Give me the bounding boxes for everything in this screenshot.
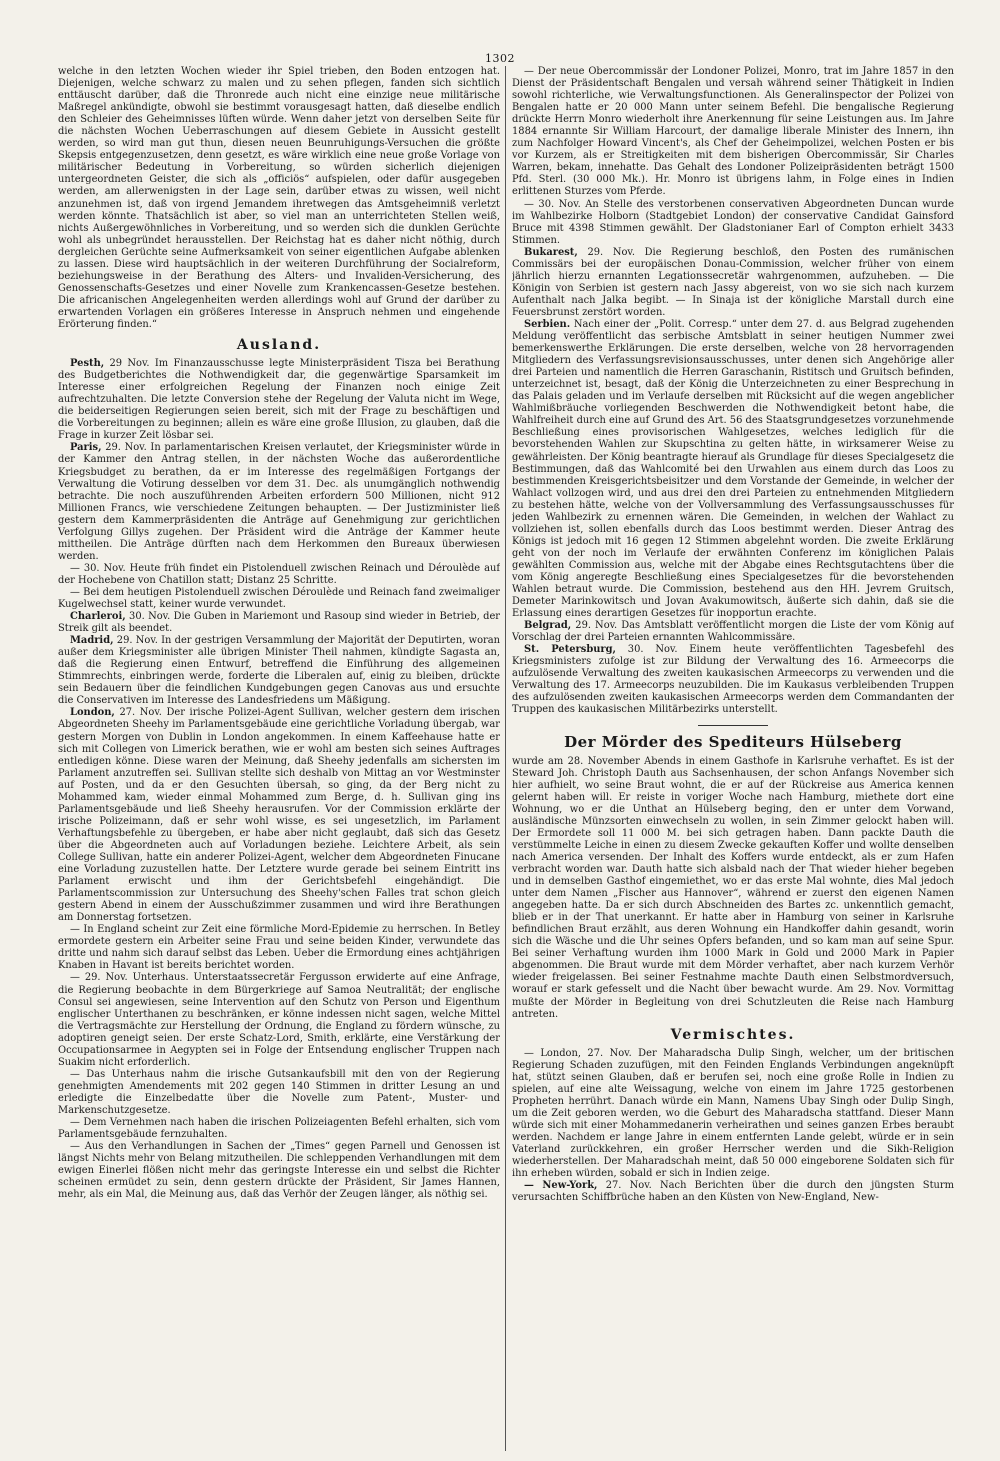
article-paragraph [58, 972, 500, 1068]
article-text: — 30. Nov. An Stelle des verstorbenen conservativen Abgeordneten Duncan wurde im Wahlbezirke Holborn (Stadtgebiet London) der conservative Candidat Gainsford Bruce mit 4398 Stimmen gewählt. Der Gladstonianer Earl of Compton erhielt 3433 Stimmen. [512, 198, 954, 246]
article-paragraph [58, 1117, 500, 1141]
article-text: — Bei dem heutigen Pistolenduell zwischen Déroulède und Reinach fand zweimaliger Kugelwechsel statt, keiner wurde verwundet. [58, 586, 500, 611]
article-paragraph [58, 611, 500, 635]
article-dateline: St. Petersburg, [524, 644, 616, 656]
article-paragraph [512, 319, 954, 620]
left-column [58, 66, 500, 1451]
article-text: 27. Nov. Der irische Polizei-Agent Sullivan, welcher gestern dem irischen Abgeordneten Sheehy im Parlamentsgebäude eine gerichtliche Vorladung übergab, war gestern Morgen von Dublin in London angekommen. In einem Kaffeehause hatte er sich mit Collegen von Limerick berathen, wie er wohl am besten sich seines Auftrages entledigen könne. Diese waren der Meinung, daß Sheehy jedenfalls am sichersten im Parlament anzutreffen sei. Sullivan stellte sich deshalb von Mittag an vor Westminster auf Posten, und da er den Gesuchten übersah, so ging, da der Berg nicht zu Mohammed kam, wieder einmal Mohammed zum Berge, d. h. Sullivan ging ins Parlamentsgebäude und ließ Sheehy herausrufen. Vor der Commission erklärte der irische Polizeimann, daß er sehr wohl wisse, es sei ungesetzlich, im Parlament Verhaftungsbefehle zu übergeben, er habe aber nicht geglaubt, daß sich das Gesetz über die Abgeordneten auch auf Vorladungen beziehe. Leichtere Arbeit, als sein College Sullivan, hatte ein anderer Polizei-Agent, welcher dem Abgeordneten Finucane eine Vorladung zuzustellen hatte. Der Letztere wurde gerade bei seinem Eintritt ins Parlament erwischt und ihm der Gerichtsbefehl eingehändigt. Die Parlamentscommission zur Untersuchung des Sheehy'schen Falles trat schon gleich gestern Abend in einem der Ausschußzimmer zusammen und wird ihre Berathungen am Donnerstag fortsetzen. [58, 707, 500, 924]
article-paragraph [58, 635, 500, 707]
article-paragraph [512, 199, 954, 247]
article-text: 29. Nov. In parlamentarischen Kreisen verlautet, der Kriegsminister würde in der Kammer den Antrag stellen, in der nächsten Woche das außerordentliche Kriegsbudget zu berathen, da er im Interesse des regelmäßigen Fortgangs der Verwaltung die Votirung desselben vor dem 31. Dec. als unumgänglich nothwendig betrachte. Die noch auszuführenden Arbeiten erfordern 500 Millionen, nicht 912 Millionen Francs, wie verschiedene Zeitungen behaupten. — Der Justizminister ließ gestern dem Kammerpräsidenten die Anträge auf Genehmigung zur gerichtlichen Verfolgung Gillys zugehen. Der Präsident wird die Anträge der Kammer heute mittheilen. Die Anträge dürften nach dem Herkommen den Bureaux überwiesen werden. [58, 442, 500, 562]
article-dateline: Madrid, [70, 635, 114, 647]
separator-rule [698, 725, 768, 726]
article-paragraph [58, 1069, 500, 1117]
article-text: — 30. Nov. Heute früh findet ein Pistolenduell zwischen Reinach und Déroulède auf der Hochebene von Chatillon statt; Distanz 25 Schritte. [58, 562, 500, 586]
article-dateline: — New-York, [524, 1180, 598, 1192]
article-paragraph [58, 358, 500, 442]
article-text: — Dem Vernehmen nach haben die irischen Polizeiagenten Befehl erhalten, sich vom Parlamentsgebäude fernzuhalten. [58, 1117, 500, 1141]
article-paragraph [512, 644, 954, 716]
article-paragraph [512, 620, 954, 644]
article-dateline: Belgrad, [524, 620, 572, 632]
continuation-paragraph: welche in den letzten Wochen wieder ihr Spiel trieben, den Boden entzogen hat. Diejenigen, welche schwarz zu malen und zu sehen pflegen, fanden sich sichtlich enttäuscht darüber, daß die Thronrede auch nicht eine einzige neue militärische Maßregel ankündigte, obwohl sie bestimmt vorausgesagt hatten, daß dieselbe endlich den Schleier des Geheimnisses lüften würde. Wenn daher jetzt von derselben Seite für die nächsten Wochen Ueberraschungen auf diesem Gebiete in Aussicht gestellt werden, so wird man gut thun, diesen neuen Beunruhigungs-Versuchen die größte Skepsis entgegenzusetzen, denn gesetzt, es wäre wirklich eine neue große Vorlage von militärischer Bedeutung in Vorbereitung, so würden sicherlich diejenigen untergeordneten Geister, die sich als „officiös“ aufspielen, oder dafür ausgegeben werden, am allerwenigsten in der Lage sein, darüber etwas zu wissen, weil nicht anzunehmen ist, daß von irgend Jemandem ihretwegen das Amtsgeheimniß verletzt werden könnte. Thatsächlich ist aber, so viel man an unterrichteten Stellen weiß, nichts Außergewöhnliches in Vorbereitung, und so werden sich die dunklen Gerüchte wohl als unbegründet herausstellen. Der Reichstag hat es daher nicht nöthig, durch dergleichen Gerüchte seine Aufmerksamkeit von seiner eigentlichen Aufgabe ablenken zu lassen. Diese wird hauptsächlich in der weiteren Durchführung der Socialreform, beziehungsweise in der Berathung des Alters- und Invaliden-Versicherung, des Genossenschafts-Gesetzes und einer Novelle zum Krankencassen-Gesetze bestehen. Die africanischen Angelegenheiten werden allerdings wohl auf Grund der darüber zu erwartenden Vorlagen ein größeres Interesse in Anspruch nehmen und eingehende Erörterung finden.“ [58, 66, 500, 330]
article-dateline: Charleroi, [70, 611, 126, 623]
article-text: 30. Nov. Die Guben in Mariemont und Rasoup sind wieder in Betrieb, der Streik gilt als beendet. [58, 611, 500, 635]
section-heading-murder: Der Mörder des Spediteurs Hülseberg [564, 732, 902, 751]
murder-article: wurde am 28. November Abends in einem Gasthofe in Karlsruhe verhaftet. Es ist der Steward Joh. Christoph Dauth aus Sachsenhausen, der schon Anfangs November sich hier aufhielt, wo seine Braut wohnt, die er auf der Rückreise aus America kennen gelernt haben will. Er reiste in voriger Woche nach Hamburg, miethete dort eine Wohnung, wo er die Unthat an Hülseberg beging, den er unter dem Vorwand, ausländische Münzsorten einwechseln zu wollen, in sein Zimmer gelockt haben will. Der Ermordete soll 11 000 M. bei sich getragen haben. Dann packte Dauth die verstümmelte Leiche in einen zu diesem Zwecke gekauften Koffer und wollte denselben nach America versenden. Der Inhalt des Koffers wurde entdeckt, als er zum Hafen verbracht worden war. Dauth hatte sich alsbald nach der That wieder hieher begeben und in demselben Gasthof eingemiethet, wo er das erste Mal wohnte, dies Mal jedoch unter dem Namen „Fischer aus Hannover“, während er zuerst den eigenen Namen angegeben hatte. Da er sich durch Abschneiden des Bartes zc. unkenntlich gemacht, blieb er in der That unerkannt. Er hatte aber in Hamburg von seiner in Karlsruhe befindlichen Braut erzählt, aus deren Wohnung ein Handkoffer dahin gesandt, worin sich die Wäsche und die Uhr seines Opfers befanden, und so kam man auf seine Spur. Bei seiner Verhaftung wurden ihm 1000 Mark in Gold und 2000 Mark in Papier abgenommen. Die Braut wurde mit dem Mörder verhaftet, aber nach kurzem Verhör wieder freigelassen. Bei seiner Festnahme machte Dauth einen Selbstmordversuch, worauf er stark gefesselt und die Nacht über bewacht wurde. Am 29. Nov. Vormittag mußte der Mörder in Begleitung von drei Schutzleuten die Reise nach Hamburg antreten. [512, 755, 954, 1020]
article-text: 29. Nov. In der gestrigen Versammlung der Majorität der Deputirten, woran außer dem Kriegsminister alle übrigen Minister Theil nahmen, kündigte Sagasta an, daß die Regierung einen Entwurf, betreffend die Einführung des allgemeinen Stimmrechts, einbringen werde, forderte die Liberalen auf, einig zu bleiben, drückte sein Bedauern über die feindlichen Kundgebungen gegen Canovas aus und ersuchte die Conservativen im Interesse des Landesfriedens um Mäßigung. [58, 635, 500, 707]
article-dateline: London, [70, 707, 115, 719]
article-paragraph [512, 247, 954, 319]
article-paragraph [58, 442, 500, 562]
column-divider [505, 66, 506, 1451]
article-text: — Der neue Obercommissär der Londoner Polizei, Monro, trat im Jahre 1857 in den Dienst der Präsidentschaft Bengalen und versah während seiner Thätigkeit in Indien sowohl richterliche, wie Verwaltungsfunctionen. Als Generalinspector der Polizei von Bengalen hatte er 20 000 Mann unter seinem Befehl. Die bengalische Regierung drückte Herrn Monro wiederholt ihre Anerkennung für seine Leistungen aus. Im Jahre 1884 ernannte Sir William Harcourt, der damalige liberale Minister des Innern, ihn zum Nachfolger Howard Vincent's, als Chef der Geheimpolizei, welchen Posten er bis vor Kurzem, als er Streitigkeiten mit dem bisherigen Obercommissär, Sir Charles Warren, bekam, innehatte. Das Gehalt des Londoner Polizeipräsidenten beträgt 1500 Pfd. Sterl. (30 000 Mk.). Hr. Monro ist übrigens lahm, in Folge eines in Indien erlittenen Sturzes vom Pferde. [512, 66, 954, 198]
article-paragraph [58, 924, 500, 972]
article-text: 30. Nov. Einem heute veröffentlichten Tagesbefehl des Kriegsministers zufolge ist zur Bildung der Verwaltung des 16. Armeecorps die aufzulösende Verwaltung des zweiten kaukasischen Armeecorps zu verwenden und die Verwaltung des 17. Armeecorps neuzubilden. Die im Kaukasus verbleibenden Truppen des aufzulösenden zweiten kaukasischen Armeecorps werden dem Commandanten der Truppen des kaukasischen Militärbezirks unterstellt. [512, 644, 954, 716]
article-paragraph [58, 1141, 500, 1201]
article-text: — In England scheint zur Zeit eine förmliche Mord-Epidemie zu herrschen. In Betley ermordete gestern ein Arbeiter seine Frau und seine beiden Kinder, verwundete das dritte und nahm sich darauf selbst das Leben. Ueber die Ermordung eines achtjährigen Knaben in Havant ist bereits berichtet worden. [58, 924, 500, 972]
article-dateline: Bukarest, [524, 246, 578, 258]
article-text: — Aus den Verhandlungen in Sachen der „Times“ gegen Parnell und Genossen ist längst Nichts mehr von Belang mitzutheilen. Die schleppenden Verhandlungen mit dem ewigen Einerlei flößen nicht mehr das geringste Interesse ein und selbst die Richter scheinen ermüdet zu sein, denn gestern drückte der Präsident, Sir James Hannen, mehr, als ein Mal, die Meinung aus, daß das Verhör der Zeugen länger, als nöthig sei. [58, 1141, 500, 1201]
article-text: — 29. Nov. Unterhaus. Unterstaatssecretär Fergusson erwiderte auf eine Anfrage, die Regierung beobachte in dem Bürgerkriege auf Samoa Neutralität; der englische Consul sei angewiesen, seine Intervention auf den Schutz von Person und Eigenthum englischer Unterthanen zu beschränken, er könne indessen nicht sagen, welche Mittel die Vertragsmächte zur Herstellung der Ordnung, die England zu fördern wünsche, zu adoptiren geneigt seien. Der erste Schatz-Lord, Smith, erklärte, eine Verstärkung der Occupationsarmee in Aegypten sei in Folge der Entsendung englischer Truppen nach Suakim nicht erforderlich. [58, 972, 500, 1068]
article-paragraph [58, 707, 500, 924]
article-dateline: Paris, [70, 442, 102, 454]
article-paragraph [58, 563, 500, 587]
page-number: 1302 [485, 52, 515, 65]
article-text: 27. Nov. Nach Berichten über die durch den jüngsten Sturm verursachten Schiffbrüche haben an den Küsten von New-England, New- [512, 1180, 954, 1204]
article-text: 29. Nov. Das Amtsblatt veröffentlicht morgen die Liste der vom König auf Vorschlag der drei Parteien ernannten Wahlcommissäre. [512, 620, 954, 644]
article-paragraph [512, 1048, 954, 1181]
right-column [512, 66, 954, 1451]
left-articles [58, 358, 500, 1201]
article-paragraph [512, 1180, 954, 1204]
section-heading-vermischtes: Vermischtes. [670, 1026, 796, 1043]
article-text: — London, 27. Nov. Der Maharadscha Dulip Singh, welcher, um der britischen Regierung Schaden zuzufügen, mit den Feinden Englands Verbindungen angeknüpft hat, stützt seinen Glauben, daß er berufen sei, noch eine große Rolle in Indien zu spielen, auf eine alte Weissagung, welche von einem im Jahre 1725 gestorbenen Propheten herrührt. Danach würde ein Mann, Namens Ubay Singh oder Dulip Singh, um die Zeit geboren werden, wo die Geburt des Maharadscha stattfand. Dieser Mann würde sich mit einer Mohammedanerin verheirathen und seines ganzen Erbes beraubt werden. Nachdem er lange Jahre in einem entfernten Lande gelebt, würde er in sein Vaterland zurückkehren, ein großer Herrscher werden und die Sikh-Religion wiederherstellen. Der Maharadschah meint, daß 50 000 eingeborene Soldaten sich für ihn erheben würden, sobald er sich in Indien zeige. [512, 1047, 954, 1180]
article-text: Nach einer der „Polit. Corresp.“ unter dem 27. d. aus Belgrad zugehenden Meldung veröffentlicht das serbische Amtsblatt in seiner heutigen Nummer zwei bemerkenswerthe Erklärungen. Die erste derselben, welche von 28 hervorragenden Mitgliedern des Verfassungsrevisionsausschusses, unter denen sich Angehörige aller drei Parteien und namentlich die Herren Garaschanin, Ristitsch und Gruitsch befinden, unterzeichnet ist, besagt, daß der König die Unterzeichneten zu einer Besprechung in das Palais geladen und im Verlaufe derselben mit Rücksicht auf die wegen angeblicher Wahlmißbräuche vorliegenden Beschwerden die Nothwendigkeit betont habe, die Wahlfreiheit durch eine auf Grund des Art. 56 des Staatsgrundgesetzes vorzunehmende Beschließung eines provisorischen Wahlgesetzes, welches lediglich für die bevorstehenden Wahlen zur Skupschtina zu gelten hätte, in wirksamerer Weise zu gewährleisten. Der König beantragte hierauf als Grundlage für dieses Specialgesetz die Bestimmungen, daß das Wahlcomité bei den Urwahlen aus einem durch das Loos zu bestimmenden Kreisgerichtsbeisitzer und dem Vorstande der Gemeinde, in welcher der Wahlact vollzogen wird, und aus drei den drei Parteien zu entnehmenden Mitgliedern zu bestehen hätte, welche von der Vollversammlung des Verfassungsausschusses für jeden Wahlbezirk zu ernennen wären. Die Gemeinden, in welchen der Wahlact zu vollziehen ist, sollen ebenfalls durch das Loos bestimmt werden. Dieser Antrag des Königs ist jedoch mit 16 gegen 12 Stimmen abgelehnt worden. Die zweite Erklärung geht von der noch im Verlaufe der erwähnten Conferenz im königlichen Palais gewählten Commission aus, welche mit der Abgabe eines Rechtsgutachtens über die vom König angeregte Beschließung eines Specialgesetzes für die bevorstehenden Wahlen betraut wurde. Die Commission, bestehend aus den HH. Jevrem Gruitsch, Demeter Marinkowitsch und Jovan Avakumowitsch, äußerte sich dahin, daß sie die Erlassung eines derartigen Gesetzes für inopportun erachte. [512, 318, 954, 620]
section-heading-ausland: Ausland. [236, 337, 322, 354]
article-paragraph [58, 587, 500, 611]
article-text: 29 Nov. Im Finanzausschusse legte Ministerpräsident Tisza bei Berathung des Budgetberichtes die Nothwendigkeit dar, die gegenwärtige Sparsamkeit im Interesse einer erfolgreichen Regelung der Finanzen noch einige Zeit aufrechtzuhalten. Die letzte Conversion stehe der Regelung der Valuta nicht im Wege, die beiderseitigen Regierungen seien bereit, sich mit der Frage zu beschäftigen und die Vorbereitungen zu beginnen; allein es wäre eine große Illusion, zu glauben, daß die Frage in kurzer Zeit lösbar sei. [58, 358, 500, 442]
right-articles [512, 66, 954, 717]
article-dateline: Serbien. [524, 318, 571, 330]
misc-articles [512, 1048, 954, 1205]
article-paragraph [512, 66, 954, 199]
article-dateline: Pesth, [70, 358, 105, 370]
article-text: — Das Unterhaus nahm die irische Gutsankaufsbill mit den von der Regierung genehmigten Amendements mit 202 gegen 140 Stimmen in dritter Lesung an und erledigte die Einzelbedatte über die Novelle zum Patent-, Muster- und Markenschutzgesetze. [58, 1068, 500, 1116]
article-text: 29. Nov. Die Regierung beschloß, den Posten des rumänischen Commissärs bei der europäischen Donau-Commission, welcher früher von einem jährlich hierzu ernannten Legationssecretär wahrgenommen, aufzuheben. — Die Königin von Serbien ist gestern nach Jassy abgereist, von wo sie sich nach kurzem Aufenthalt nach Jalka begibt. — In Sinaja ist der königliche Marstall durch eine Feuersbrunst zerstört worden. [512, 246, 954, 318]
